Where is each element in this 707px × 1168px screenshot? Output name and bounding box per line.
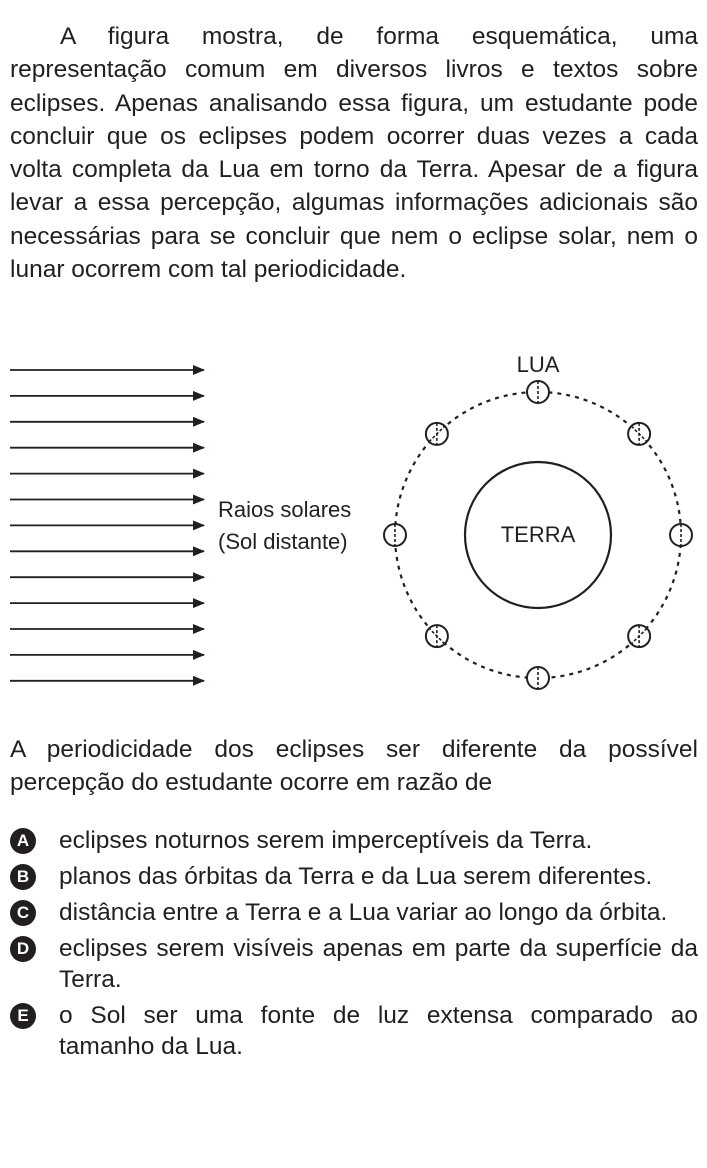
solar-rays xyxy=(10,370,204,681)
option-b-letter[interactable]: B xyxy=(10,864,36,890)
moon-icon xyxy=(628,423,650,445)
earth-label: TERRA xyxy=(500,522,576,547)
moon-icon xyxy=(628,625,650,647)
option-d-letter[interactable]: D xyxy=(10,936,36,962)
moon-icon xyxy=(670,524,692,546)
question-text: A periodicidade dos eclipses ser diferente da possível percepção do estudante ocorre em razão de xyxy=(10,736,698,797)
eclipse-diagram xyxy=(0,345,707,705)
option-b-text: planos das órbitas da Terra e da Lua serem diferentes. xyxy=(59,863,653,890)
rays-label-line1: Raios solares xyxy=(218,497,352,522)
option-e-text: o Sol ser uma fonte de luz extensa comparado ao tamanho da Lua. xyxy=(59,1002,698,1060)
option-b[interactable] xyxy=(10,861,698,892)
option-a-text: eclipses noturnos serem imperceptíveis da Terra. xyxy=(59,827,593,854)
option-d[interactable] xyxy=(10,933,698,995)
option-d-text: eclipses serem visíveis apenas em parte da superfície da Terra. xyxy=(59,935,698,993)
option-a-letter[interactable]: A xyxy=(10,828,36,854)
option-c[interactable] xyxy=(10,897,698,928)
intro-paragraph: A figura mostra, de forma esquemática, uma representação comum em diversos livros e textos sobre eclipses. Apenas analisando essa figura, um estudante pode concluir que os eclipses podem ocorrer duas vezes a cada volta completa da Lua em torno da Terra. Apesar de a figura levar a essa percepção, algumas informações adicionais são necessárias para se concluir que nem o eclipse solar, nem o lunar ocorrem com tal periodicidade. xyxy=(10,23,698,284)
moon-icon xyxy=(527,667,549,689)
option-a[interactable] xyxy=(10,825,698,856)
moon-icon xyxy=(426,423,448,445)
answer-options xyxy=(10,825,698,1067)
moon-icon xyxy=(384,524,406,546)
option-c-text: distância entre a Terra e a Lua variar ao longo da órbita. xyxy=(59,899,668,926)
option-e-letter[interactable]: E xyxy=(10,1003,36,1029)
option-e[interactable] xyxy=(10,1000,698,1062)
moon-label: LUA xyxy=(516,352,560,377)
moon-icon xyxy=(527,381,549,403)
rays-label-line2: (Sol distante) xyxy=(218,529,348,554)
option-c-letter[interactable]: C xyxy=(10,900,36,926)
moon-icon xyxy=(426,625,448,647)
